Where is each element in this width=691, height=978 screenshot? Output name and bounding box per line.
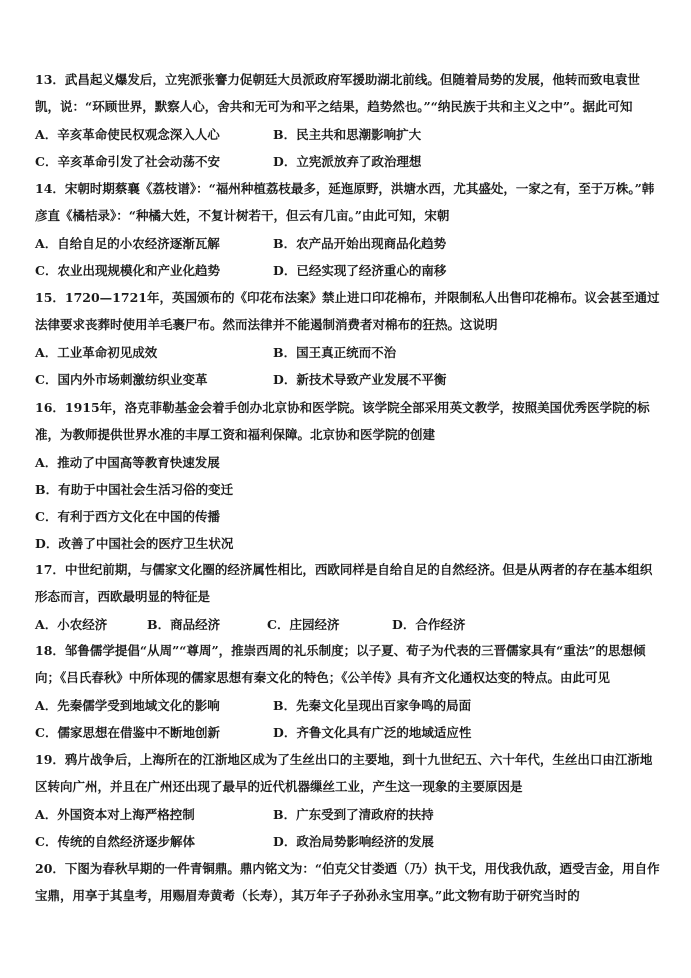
options-row — [35, 338, 660, 365]
options-row — [35, 610, 660, 637]
options-row — [35, 256, 660, 283]
question-20 — [35, 855, 660, 909]
option-c[interactable]: C．传统的自然经济逐步解体 — [35, 833, 195, 849]
options-row — [35, 502, 660, 529]
option-b[interactable]: B．民主共和思潮影响扩大 — [273, 126, 422, 142]
question-stem: 15．1720—1721年，英国颁布的《印花布法案》禁止进口印花棉布，并限制私人出售印花棉布。议会甚至通过法律要求丧葬时使用羊毛裹尸布。然而法律并不能遏制消费者对棉布的狂热。这说明 — [35, 290, 660, 332]
option-d[interactable]: D．已经实现了经济重心的南移 — [273, 262, 447, 278]
question-13 — [35, 66, 660, 174]
question-15 — [35, 284, 660, 392]
question-16 — [35, 394, 660, 556]
options-row — [35, 448, 660, 475]
options-row — [35, 718, 660, 745]
question-stem: 18．邹鲁儒学提倡“从周”“尊周”，推崇西周的礼乐制度；以子夏、荀子为代表的三晋儒家具有“重法”的思想倾向；《吕氏春秋》中所体现的儒家思想有秦文化的特色；《公羊传》具有齐文化通权达变的特点。由此可见 — [35, 643, 646, 685]
options-row — [35, 147, 660, 174]
options-row — [35, 691, 660, 718]
option-d[interactable]: D．改善了中国社会的医疗卫生状况 — [35, 535, 234, 551]
options-row — [35, 529, 660, 556]
option-d[interactable]: D．齐鲁文化具有广泛的地域适应性 — [273, 724, 472, 740]
option-c[interactable]: C．有利于西方文化在中国的传播 — [35, 508, 220, 524]
option-b[interactable]: B．国王真正统而不治 — [273, 344, 397, 360]
option-a[interactable]: A．外国资本对上海严格控制 — [35, 806, 195, 822]
options-row — [35, 365, 660, 392]
option-a[interactable]: A．自给自足的小农经济逐渐瓦解 — [35, 235, 220, 251]
question-17 — [35, 556, 660, 637]
option-c[interactable]: C．儒家思想在借鉴中不断地创新 — [35, 724, 220, 740]
question-stem: 16．1915年，洛克菲勒基金会着手创办北京协和医学院。该学院全部采用英文教学，按照美国优秀医学院的标准，为教师提供世界水准的丰厚工资和福利保障。北京协和医学院的创建 — [35, 400, 650, 442]
option-d[interactable]: D．新技术导致产业发展不平衡 — [273, 371, 447, 387]
question-stem: 19．鸦片战争后，上海所在的江浙地区成为了生丝出口的主要地，到十九世纪五、六十年代，生丝出口由江浙地区转向广州，并且在广州还出现了最早的近代机器缫丝工业，产生这一现象的主要原因是 — [35, 752, 653, 794]
option-b[interactable]: B．商品经济 — [147, 616, 221, 632]
options-row — [35, 827, 660, 854]
option-a[interactable]: A．推动了中国高等教育快速发展 — [35, 454, 220, 470]
option-d[interactable]: D．政治局势影响经济的发展 — [273, 833, 434, 849]
question-stem: 13．武昌起义爆发后，立宪派张謇力促朝廷大员派政府军援助湖北前线。但随着局势的发展，他转而致电袁世凯，说：“环顾世界，默察人心，舍共和无可为和平之结果，趋势然也。”“纳民族于共和主义之中”。据此可知 — [35, 72, 640, 114]
question-stem: 14．宋朝时期蔡襄《荔枝谱》：“福州种植荔枝最多，延迤原野，洪塘水西，尤其盛处，一家之有，至于万株。”韩彦直《橘桔录》：“种橘大姓，不复计树若干，但云有几亩。”由此可知，宋朝 — [35, 181, 655, 223]
option-d[interactable]: D．立宪派放弃了政治理想 — [273, 153, 422, 169]
option-b[interactable]: B．农产品开始出现商品化趋势 — [273, 235, 447, 251]
options-row — [35, 800, 660, 827]
option-c[interactable]: C．辛亥革命引发了社会动荡不安 — [35, 153, 220, 169]
option-a[interactable]: A．工业革命初见成效 — [35, 344, 158, 360]
option-a[interactable]: A．小农经济 — [35, 616, 108, 632]
option-c[interactable]: C．国内外市场刺激纺织业变革 — [35, 371, 208, 387]
option-c[interactable]: C．庄园经济 — [267, 616, 340, 632]
options-row — [35, 120, 660, 147]
option-b[interactable]: B．广东受到了清政府的扶持 — [273, 806, 434, 822]
question-14 — [35, 175, 660, 283]
option-a[interactable]: A．辛亥革命使民权观念深入人心 — [35, 126, 220, 142]
question-18 — [35, 637, 660, 745]
option-c[interactable]: C．农业出现规模化和产业化趋势 — [35, 262, 220, 278]
options-row — [35, 475, 660, 502]
option-d[interactable]: D．合作经济 — [392, 616, 466, 632]
options-row — [35, 229, 660, 256]
option-b[interactable]: B．有助于中国社会生活习俗的变迁 — [35, 481, 234, 497]
option-a[interactable]: A．先秦儒学受到地域文化的影响 — [35, 697, 220, 713]
question-stem: 17．中世纪前期，与儒家文化圈的经济属性相比，西欧同样是自给自足的自然经济。但是从两者的存在基本组织形态而言，西欧最明显的特征是 — [35, 562, 653, 604]
option-b[interactable]: B．先秦文化呈现出百家争鸣的局面 — [273, 697, 472, 713]
question-stem: 20．下图为春秋早期的一件青铜鼎。鼎内铭文为：“伯克父甘娄迺（乃）执干戈，用伐我仇敌，迺受吉金，用自作宝鼎，用享于其皇考，用赐眉寿黄耇（长寿），其万年子子孙孙永宝用享。”此文物有助于研究当时的 — [35, 861, 660, 903]
question-19 — [35, 746, 660, 854]
